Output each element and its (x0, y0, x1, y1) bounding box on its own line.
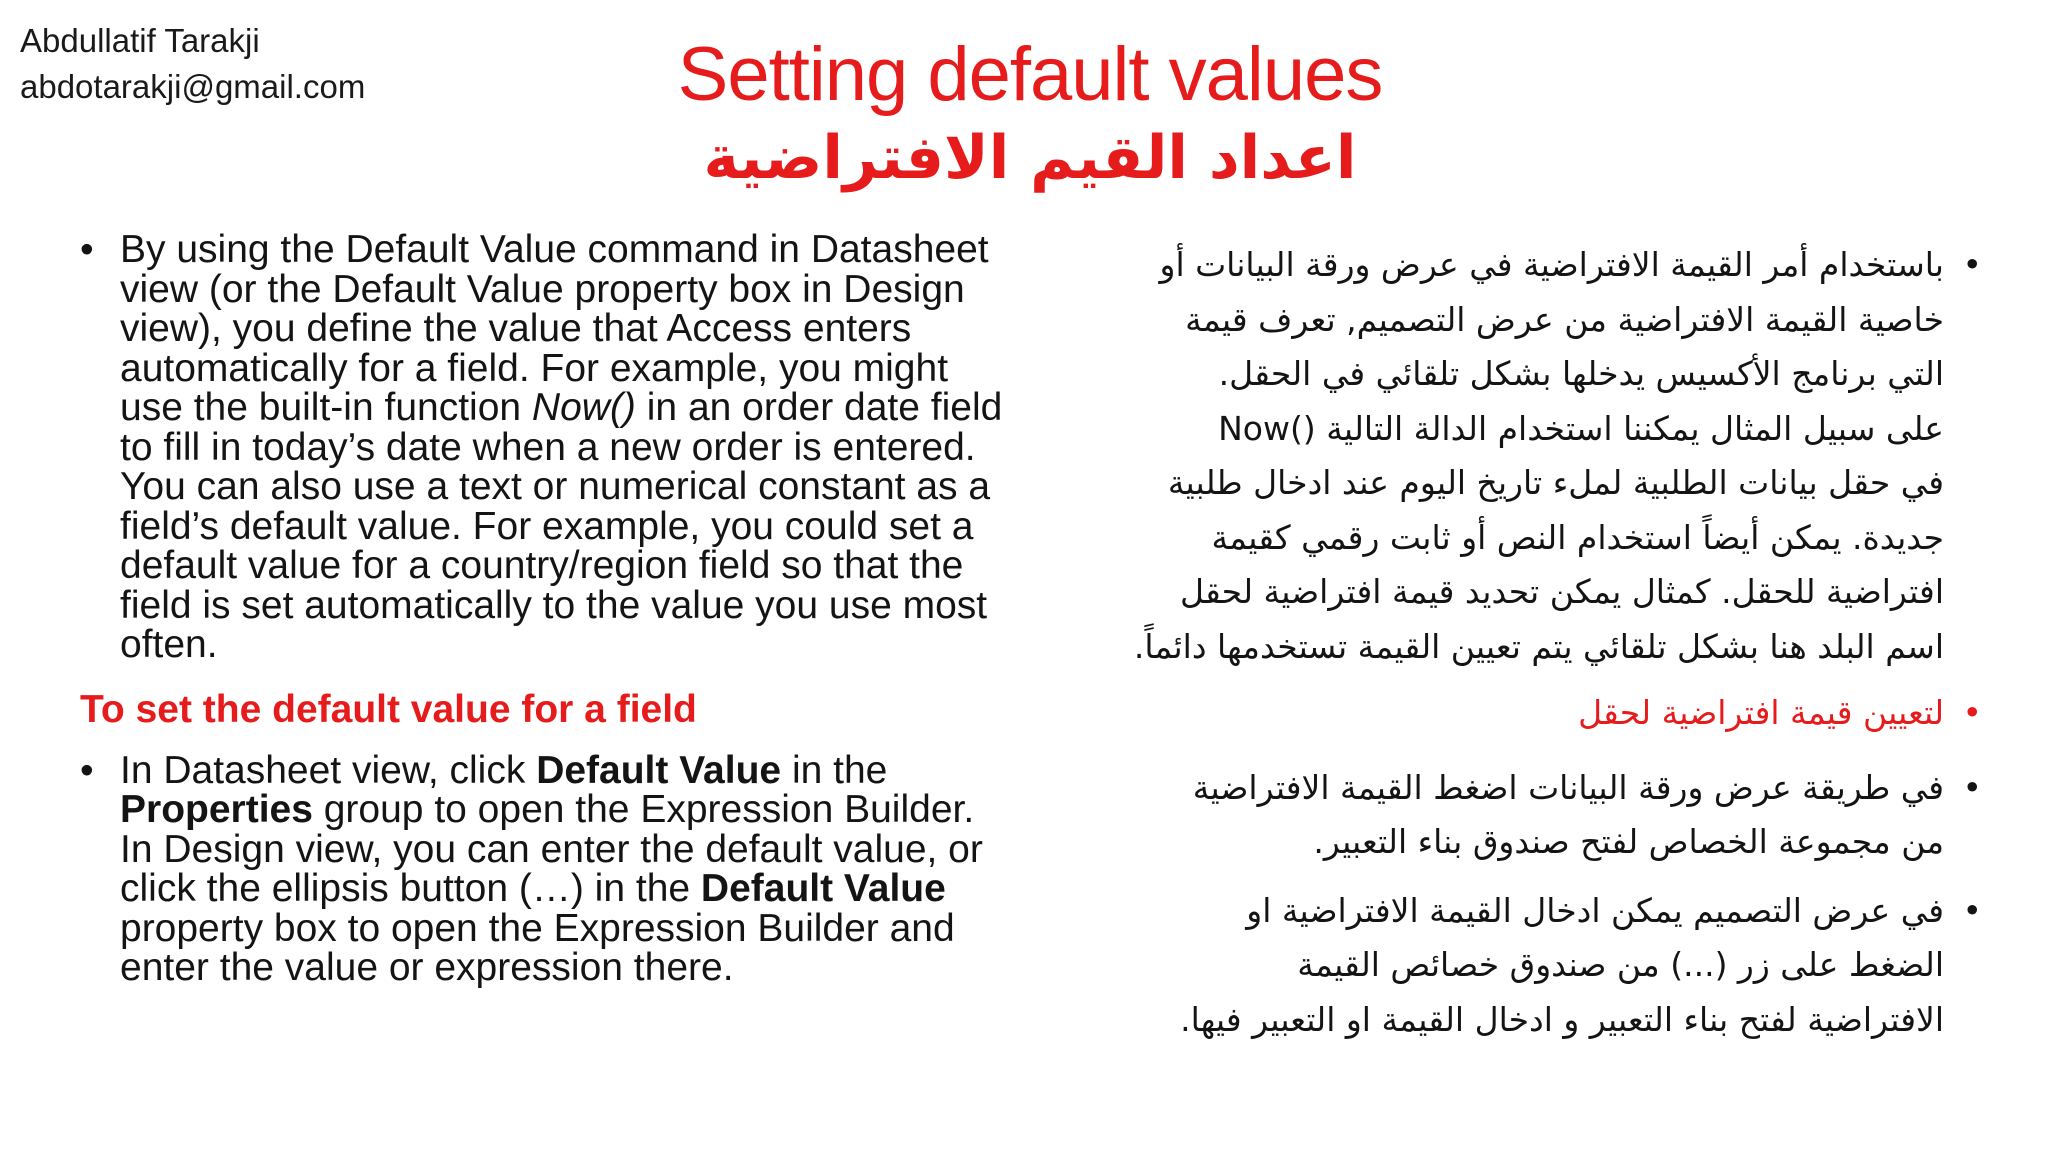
english-bullet-1 (80, 230, 1010, 665)
english-heading: To set the default value for a field (80, 687, 697, 731)
english-italic-function: Now() (531, 386, 636, 429)
bullet-marker: • (1962, 245, 1982, 284)
title-english: Setting default values (677, 32, 1383, 117)
bullet-marker: • (80, 228, 94, 271)
arabic-line: في حقل بيانات الطلبية لملء تاريخ اليوم عند ادخال طلبية (1167, 463, 1944, 502)
title-arabic: اعداد القيم الافتراضية (703, 123, 1357, 193)
author-name: Abdullatif Tarakji (20, 22, 260, 59)
english-column (80, 230, 1010, 988)
arabic-line: التي برنامج الأكسيس يدخلها بشكل تلقائي في الحقل. (1218, 354, 1944, 393)
english-text: in an order date field to fill in today’s date when a new order is entered. You can also use a text or numerical constant as a field’s default value. For example, you could set a default value for a country/region field so that the field is set automatically to the value you use most often. (120, 386, 1003, 666)
author-email: abdotarakji@gmail.com (20, 68, 366, 105)
bullet-marker: • (1962, 890, 1982, 930)
arabic-bullet-3 (1070, 884, 1982, 1048)
arabic-line: جديدة. يمكن أيضاً استخدام النص أو ثابت رقمي كقيمة (1211, 517, 1944, 557)
english-text: property box to open the Expression Builder and enter the value or expression there. (120, 906, 955, 989)
arabic-bullet-2 (1070, 761, 1982, 870)
arabic-line: افتراضية للحقل. كمثال يمكن تحديد قيمة افتراضية لحقل (1179, 572, 1944, 611)
arabic-column (1070, 238, 1982, 1047)
english-text: group to open the Expression Builder. In Design view, you can enter the default value, or click the ellipsis button (…) in the (120, 788, 983, 910)
bullet-marker: • (80, 748, 94, 792)
arabic-line: في طريقة عرض ورقة البيانات اضغط القيمة الافتراضية (1192, 767, 1944, 807)
arabic-line: الضغط على زر (...) من صندوق خصائص القيمة (1297, 945, 1944, 984)
english-text: By using the Default Value command in Datasheet view (or the Default Value property box in Design view), you define the value that Access enters automatically for a field. For example, you might use the built-in function (120, 228, 989, 429)
bullet-marker: • (1962, 767, 1982, 807)
english-bold: Properties (120, 788, 313, 831)
bullet-marker: • (1962, 693, 1982, 732)
arabic-line: من مجموعة الخصاص لفتح صندوق بناء التعبير. (1313, 822, 1944, 861)
english-bullet-2 (80, 748, 1010, 989)
arabic-heading (1070, 686, 1982, 741)
arabic-line: خاصية القيمة الافتراضية من عرض التصميم, تعرف قيمة (1185, 299, 1944, 339)
arabic-line: على سبيل المثال يمكننا استخدام الدالة التالية ()Now (1218, 408, 1944, 448)
english-bold: Default Value (536, 748, 782, 792)
slide-title (560, 30, 1500, 198)
arabic-heading-text: لتعيين قيمة افتراضية لحقل (1578, 693, 1944, 732)
arabic-line: باستخدام أمر القيمة الافتراضية في عرض ورقة البيانات أو (1159, 245, 1944, 284)
arabic-line: الافتراضية لفتح بناء التعبير و ادخال القيمة او التعبير فيها. (1180, 999, 1944, 1039)
english-text: in the (781, 748, 888, 792)
author-block (20, 18, 365, 110)
english-text: In Datasheet view, click (120, 748, 537, 792)
arabic-line: في عرض التصميم يمكن ادخال القيمة الافتراضية او (1246, 890, 1944, 930)
english-bold: Default Value (700, 867, 946, 910)
arabic-bullet-1 (1070, 238, 1982, 674)
arabic-line: اسم البلد هنا بشكل تلقائي يتم تعيين القيمة تستخدمها دائماً. (1133, 626, 1944, 666)
